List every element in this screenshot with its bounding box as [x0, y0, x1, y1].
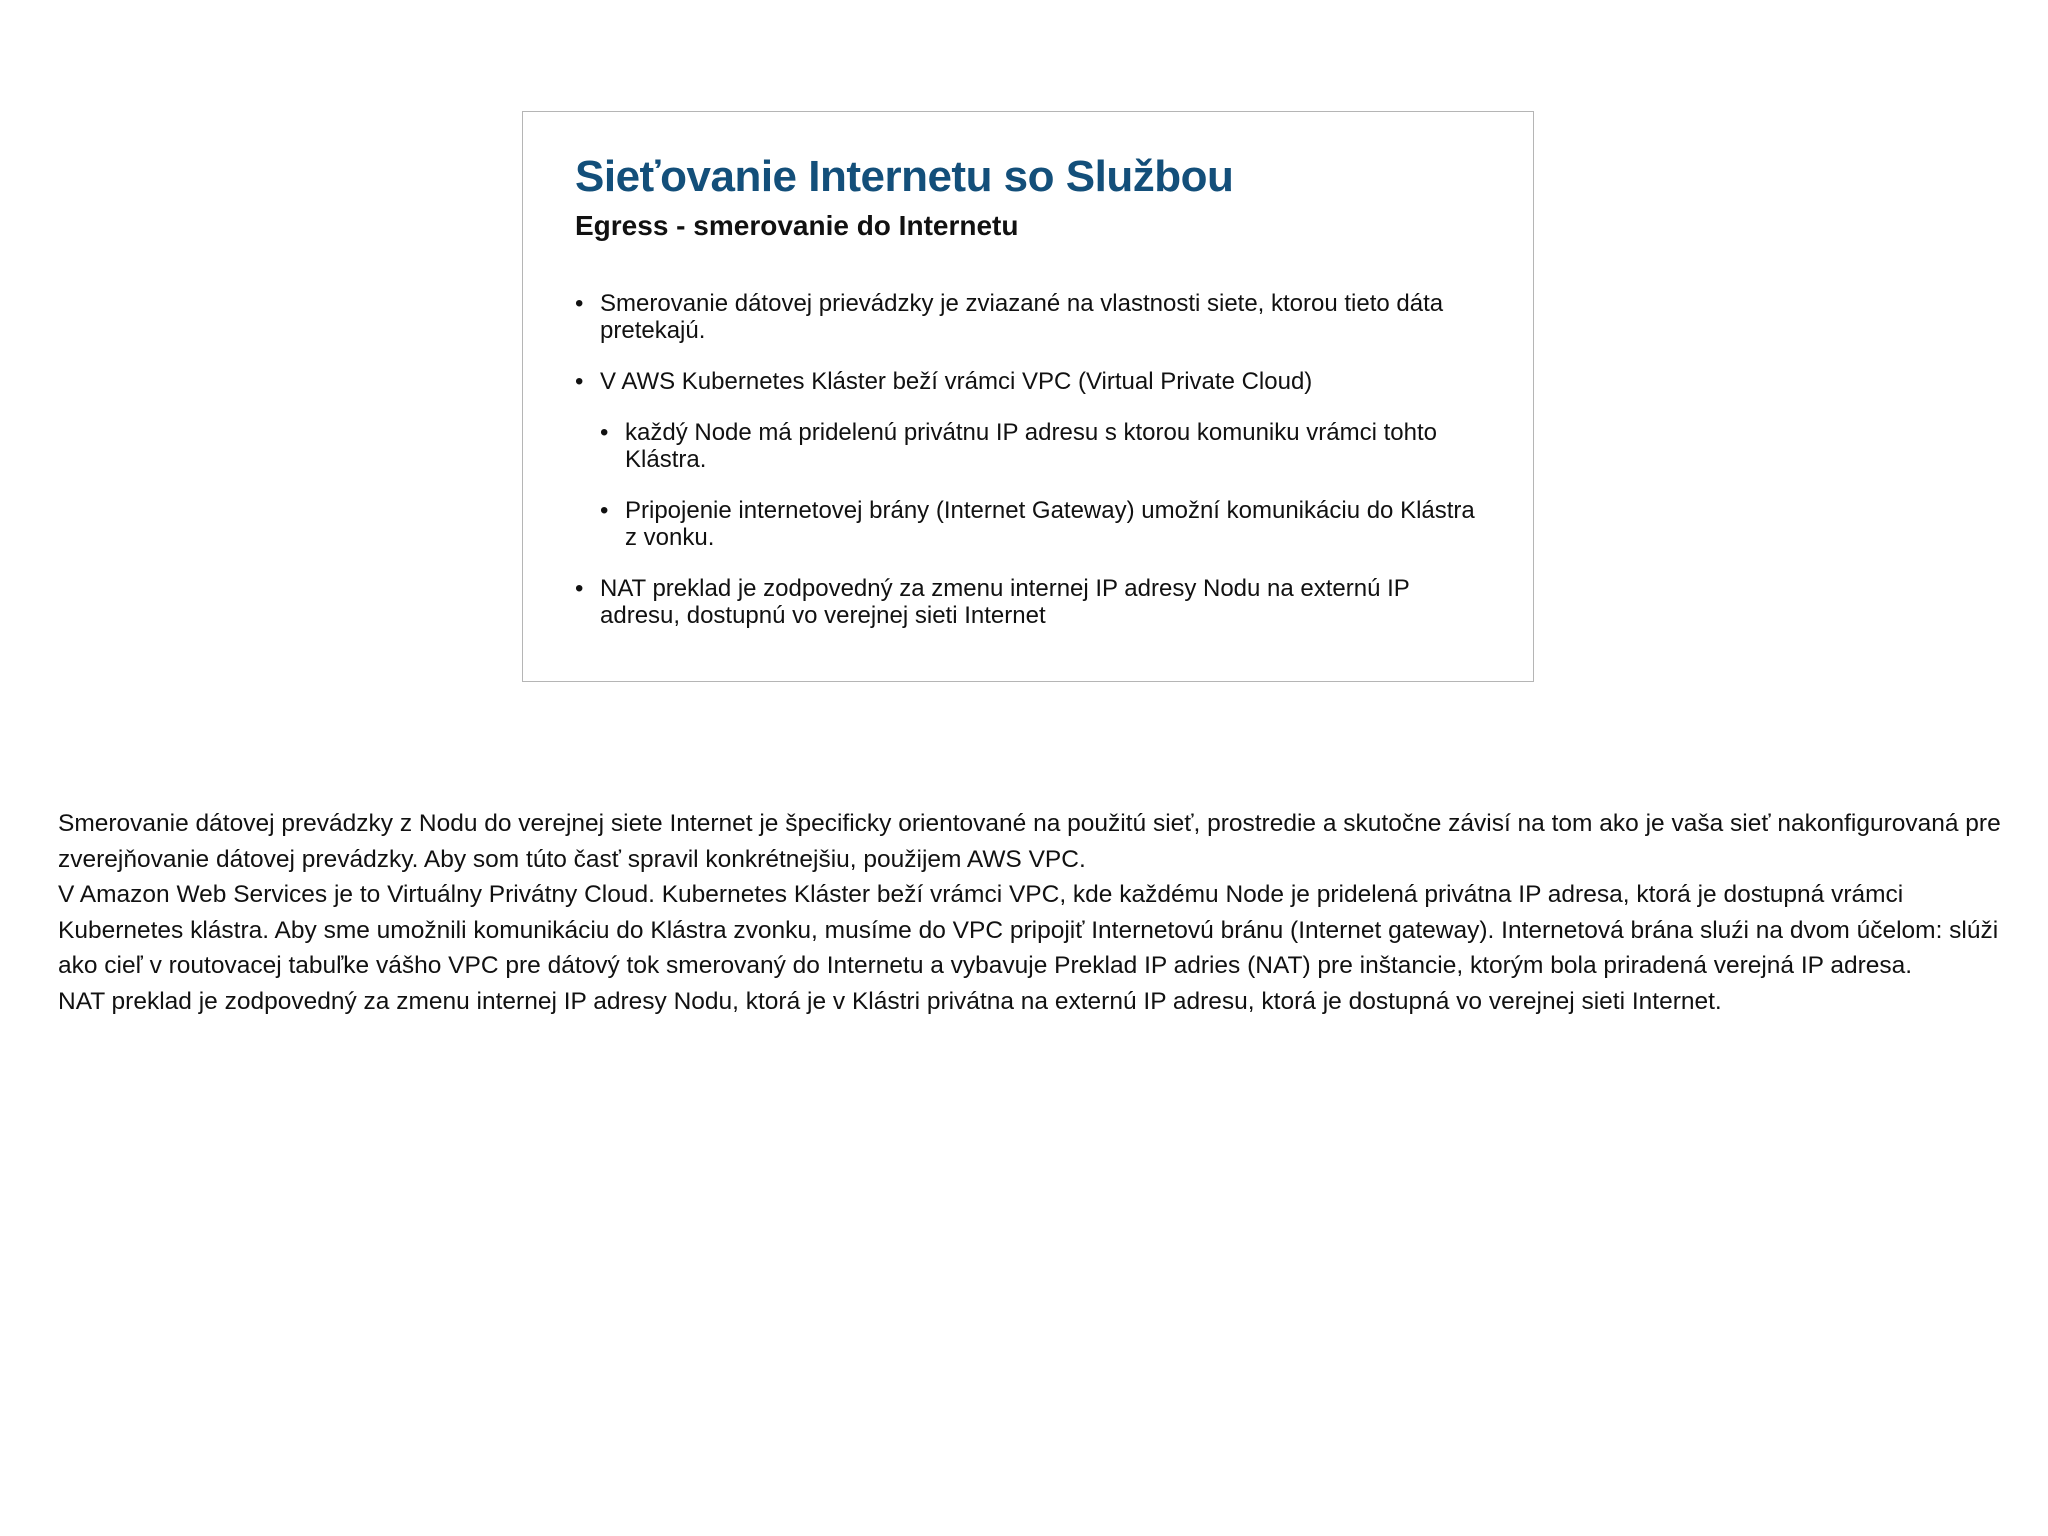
- bullet-dot-icon: •: [575, 290, 584, 317]
- speaker-notes: [58, 806, 2018, 1019]
- slide-bullet: [575, 290, 1475, 344]
- slide-bullet-text: Pripojenie internetovej brány (Internet Gateway) umožní komunikáciu do Klástra z vonku.: [625, 497, 1475, 551]
- slide-bullet: [575, 368, 1475, 395]
- bullet-dot-icon: •: [600, 419, 609, 446]
- slide-frame: [522, 111, 1534, 682]
- slide-bullet-text: V AWS Kubernetes Kláster beží vrámci VPC (Virtual Private Cloud): [600, 368, 1313, 395]
- notes-paragraph: V Amazon Web Services je to Virtuálny Privátny Cloud. Kubernetes Kláster beží vrámci VPC, kde každému Node je pridelená privátna IP adresa, ktorá je dostupná vrámci Kubernetes klástra. Aby sme umožnili komunikáciu do Klástra zvonku, musíme do VPC pripojiť Internetovú bránu (Internet gateway). Internetová brána sluźi na dvom účelom: slúži ako cieľ v routovacej tabuľke vášho VPC pre dátový tok smerovaný do Internetu a vybavuje Preklad IP adries (NAT) pre inštancie, ktorým bola priradená verejná IP adresa.: [58, 881, 1999, 979]
- slide-bullet-text: NAT preklad je zodpovedný za zmenu internej IP adresy Nodu na externú IP adresu, dostupnú vo verejnej sieti Internet: [600, 575, 1410, 629]
- slide-subtitle: Egress - smerovanie do Internetu: [575, 210, 1019, 241]
- notes-paragraph: Smerovanie dátovej prevádzky z Nodu do verejnej siete Internet je špecificky orientované na použitú sieť, prostredie a skutočne závisí na tom ako je vaša sieť nakonfigurovaná pre zverejňovanie dátovej prevádzky. Aby som túto časť spravil konkrétnejšiu, použijem AWS VPC.: [58, 810, 2001, 873]
- bullet-dot-icon: •: [600, 497, 609, 524]
- slide-bullet-list: [575, 290, 1475, 653]
- bullet-dot-icon: •: [575, 368, 584, 395]
- slide-title: Sieťovanie Internetu so Službou: [575, 152, 1234, 201]
- slide-bullet-text: Smerovanie dátovej prievádzky je zviazané na vlastnosti siete, ktorou tieto dáta pretekajú.: [600, 290, 1444, 344]
- slide-sub-bullet: [600, 419, 1475, 473]
- notes-paragraph: NAT preklad je zodpovedný za zmenu internej IP adresy Nodu, ktorá je v Klástri privátna na externú IP adresu, ktorá je dostupná vo verejnej sieti Internet.: [58, 987, 1722, 1015]
- slide-bullet: [575, 575, 1475, 629]
- bullet-dot-icon: •: [575, 575, 584, 602]
- slide-bullet-text: každý Node má pridelenú privátnu IP adresu s ktorou komuniku vrámci tohto Klástra.: [625, 419, 1437, 473]
- slide-sub-bullet: [600, 497, 1475, 551]
